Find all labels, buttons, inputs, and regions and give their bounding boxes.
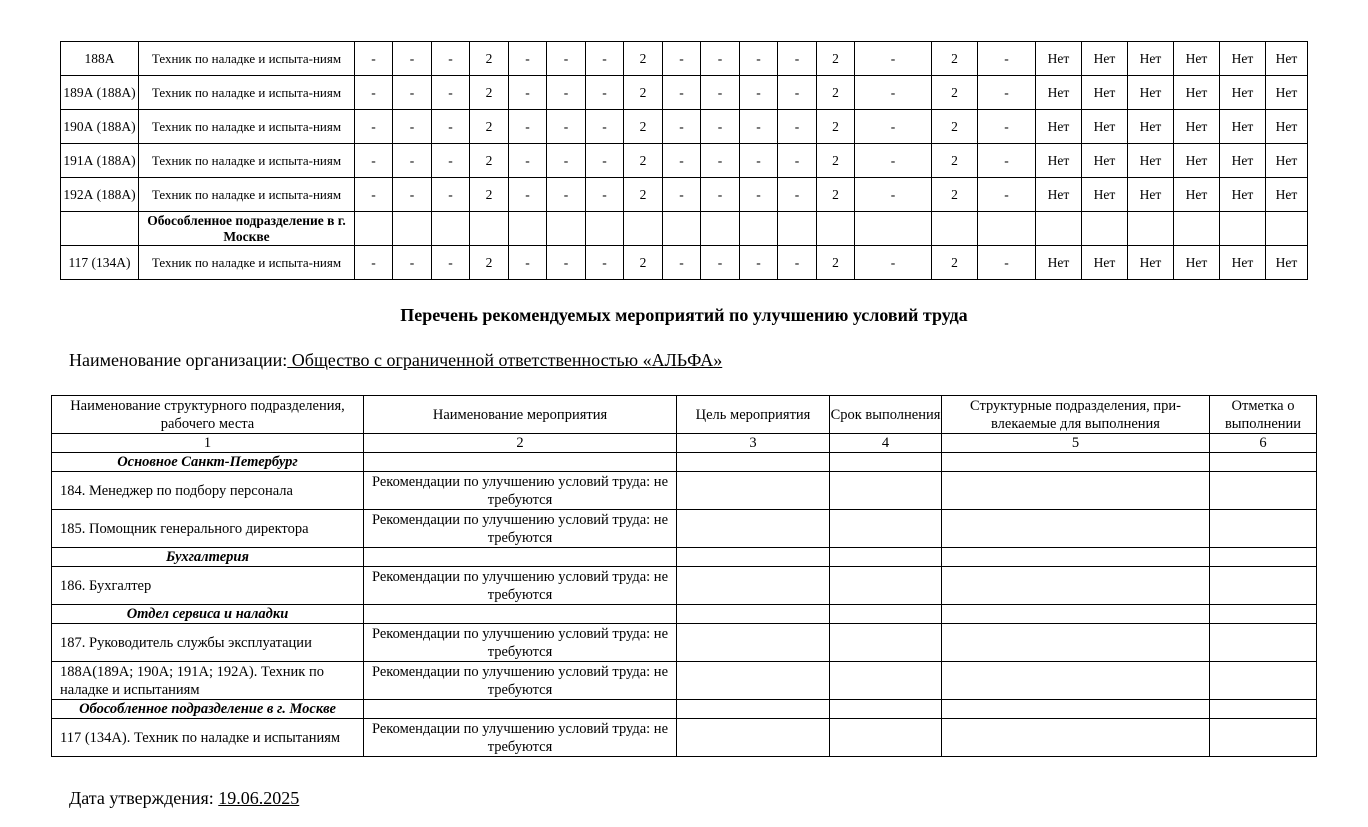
goal-cell: [677, 719, 830, 757]
value-cell: 2: [932, 42, 978, 76]
value-cell: [1128, 212, 1174, 246]
value-cell: -: [978, 110, 1036, 144]
workplace-code: 189А (188А): [61, 76, 139, 110]
value-cell: -: [547, 246, 586, 280]
value-cell: [663, 212, 701, 246]
empty-cell: [677, 548, 830, 567]
value-cell: -: [778, 246, 817, 280]
workplace-row: [61, 76, 1308, 110]
value-cell: -: [586, 144, 624, 178]
empty-cell: [942, 700, 1210, 719]
value-cell: [1220, 212, 1266, 246]
measure-row: [52, 472, 1317, 510]
value-cell: -: [432, 110, 470, 144]
value-cell: Нет: [1174, 42, 1220, 76]
value-cell: 2: [470, 144, 509, 178]
value-cell: Нет: [1266, 246, 1308, 280]
value-cell: Нет: [1266, 76, 1308, 110]
value-cell: Нет: [1082, 76, 1128, 110]
value-cell: [740, 212, 778, 246]
goal-cell: [677, 662, 830, 700]
value-cell: -: [978, 42, 1036, 76]
value-cell: -: [663, 42, 701, 76]
value-cell: Нет: [1220, 110, 1266, 144]
value-cell: -: [393, 144, 432, 178]
value-cell: Нет: [1036, 42, 1082, 76]
value-cell: Нет: [1082, 110, 1128, 144]
value-cell: -: [663, 178, 701, 212]
value-cell: [432, 212, 470, 246]
measure-row: [52, 719, 1317, 757]
column-number: 6: [1210, 434, 1317, 453]
empty-cell: [830, 605, 942, 624]
approval-date: 19.06.2025: [218, 788, 300, 808]
header-measure: Наименование мероприятия: [364, 396, 677, 434]
empty-cell: [677, 700, 830, 719]
column-numbers-row: [52, 434, 1317, 453]
column-number: 2: [364, 434, 677, 453]
assessment-results-body: [61, 42, 1308, 280]
value-cell: Нет: [1036, 76, 1082, 110]
value-cell: -: [547, 76, 586, 110]
goal-cell: [677, 472, 830, 510]
mark-cell: [1210, 472, 1317, 510]
value-cell: -: [355, 144, 393, 178]
value-cell: -: [432, 246, 470, 280]
value-cell: -: [355, 76, 393, 110]
organization-line: [69, 350, 722, 371]
empty-cell: [364, 453, 677, 472]
mark-cell: [1210, 662, 1317, 700]
units-cell: [942, 567, 1210, 605]
value-cell: Нет: [1036, 178, 1082, 212]
workplace-name: Техник по наладке и испыта-ниям: [139, 178, 355, 212]
value-cell: -: [586, 110, 624, 144]
value-cell: Нет: [1036, 144, 1082, 178]
value-cell: -: [740, 76, 778, 110]
value-cell: -: [978, 144, 1036, 178]
term-cell: [830, 472, 942, 510]
value-cell: -: [586, 42, 624, 76]
value-cell: Нет: [1266, 144, 1308, 178]
value-cell: -: [509, 42, 547, 76]
value-cell: Нет: [1266, 42, 1308, 76]
value-cell: -: [855, 144, 932, 178]
value-cell: -: [355, 246, 393, 280]
units-cell: [942, 624, 1210, 662]
units-cell: [942, 662, 1210, 700]
measures-list-title: Перечень рекомендуемых мероприятий по улучшению условий труда: [400, 305, 968, 325]
value-cell: 2: [624, 178, 663, 212]
empty-cell: [677, 605, 830, 624]
workplace-code: 190А (188А): [61, 110, 139, 144]
value-cell: 2: [624, 76, 663, 110]
workplace-name: Техник по наладке и испыта-ниям: [139, 144, 355, 178]
mark-cell: [1210, 624, 1317, 662]
header-term: Срок выполнения: [830, 396, 942, 434]
term-cell: [830, 662, 942, 700]
value-cell: Нет: [1220, 76, 1266, 110]
value-cell: 2: [817, 42, 855, 76]
value-cell: -: [355, 178, 393, 212]
mark-cell: [1210, 719, 1317, 757]
value-cell: Нет: [1220, 144, 1266, 178]
value-cell: Нет: [1174, 246, 1220, 280]
header-units: Структурные подразделения, при-влекаемые для выполнения: [942, 396, 1210, 434]
workplace-name: Техник по наладке и испыта-ниям: [139, 42, 355, 76]
value-cell: -: [855, 246, 932, 280]
value-cell: 2: [624, 246, 663, 280]
empty-cell: [1210, 453, 1317, 472]
empty-cell: [1210, 548, 1317, 567]
empty-cell: [364, 605, 677, 624]
workplace-name: Техник по наладке и испыта-ниям: [139, 76, 355, 110]
value-cell: Нет: [1266, 178, 1308, 212]
value-cell: -: [663, 144, 701, 178]
empty-cell: [364, 548, 677, 567]
value-cell: -: [393, 246, 432, 280]
measure-cell: Рекомендации по улучшению условий труда: не требуются: [364, 662, 677, 700]
empty-cell: [830, 453, 942, 472]
value-cell: -: [740, 110, 778, 144]
workplace-name: Техник по наладке и испыта-ниям: [139, 110, 355, 144]
value-cell: Нет: [1036, 110, 1082, 144]
value-cell: 2: [932, 246, 978, 280]
value-cell: -: [701, 42, 740, 76]
goal-cell: [677, 567, 830, 605]
value-cell: [1082, 212, 1128, 246]
value-cell: 2: [817, 178, 855, 212]
department-title: Основное Санкт-Петербург: [52, 453, 364, 472]
units-cell: [942, 510, 1210, 548]
value-cell: 2: [470, 76, 509, 110]
header-mark: Отметка о выполнении: [1210, 396, 1317, 434]
measures-table: [51, 395, 1317, 757]
value-cell: 2: [470, 110, 509, 144]
value-cell: Нет: [1174, 110, 1220, 144]
value-cell: Нет: [1220, 42, 1266, 76]
value-cell: -: [393, 110, 432, 144]
value-cell: -: [740, 246, 778, 280]
measures-table-body: [52, 396, 1317, 757]
value-cell: Нет: [1082, 144, 1128, 178]
value-cell: Нет: [1082, 246, 1128, 280]
term-cell: [830, 719, 942, 757]
measure-cell: Рекомендации по улучшению условий труда: не требуются: [364, 624, 677, 662]
value-cell: [547, 212, 586, 246]
value-cell: -: [701, 110, 740, 144]
value-cell: [586, 212, 624, 246]
workplace-cell: 184. Менеджер по подбору персонала: [52, 472, 364, 510]
workplace-cell: 187. Руководитель службы эксплуатации: [52, 624, 364, 662]
workplace-cell: 185. Помощник генерального директора: [52, 510, 364, 548]
department-title: Бухгалтерия: [52, 548, 364, 567]
measure-row: [52, 624, 1317, 662]
value-cell: Нет: [1220, 246, 1266, 280]
value-cell: [778, 212, 817, 246]
empty-cell: [830, 700, 942, 719]
measure-row: [52, 567, 1317, 605]
value-cell: -: [547, 178, 586, 212]
column-number: 1: [52, 434, 364, 453]
workplace-row: [61, 110, 1308, 144]
value-cell: [1174, 212, 1220, 246]
value-cell: -: [547, 144, 586, 178]
workplace-name: Техник по наладке и испыта-ниям: [139, 246, 355, 280]
value-cell: -: [978, 246, 1036, 280]
value-cell: -: [432, 144, 470, 178]
department-row: [52, 548, 1317, 567]
value-cell: 2: [470, 246, 509, 280]
department-title: Обособленное подразделение в г. Москве: [52, 700, 364, 719]
term-cell: [830, 567, 942, 605]
empty-cell: [364, 700, 677, 719]
value-cell: -: [778, 144, 817, 178]
value-cell: Нет: [1082, 178, 1128, 212]
value-cell: -: [701, 246, 740, 280]
assessment-results-table: [60, 41, 1308, 280]
approval-label: Дата утверждения:: [69, 788, 214, 808]
empty-cell: [942, 605, 1210, 624]
value-cell: Нет: [1174, 144, 1220, 178]
value-cell: Нет: [1266, 110, 1308, 144]
value-cell: [932, 212, 978, 246]
workplace-code: 188А: [61, 42, 139, 76]
value-cell: -: [701, 76, 740, 110]
value-cell: 2: [932, 144, 978, 178]
value-cell: Нет: [1082, 42, 1128, 76]
header-goal: Цель мероприятия: [677, 396, 830, 434]
value-cell: -: [393, 42, 432, 76]
value-cell: -: [778, 76, 817, 110]
value-cell: 2: [932, 178, 978, 212]
value-cell: 2: [932, 76, 978, 110]
value-cell: 2: [624, 110, 663, 144]
header-workplace: Наименование структурного подразделения, рабочего места: [52, 396, 364, 434]
value-cell: -: [978, 178, 1036, 212]
empty-cell: [1210, 700, 1317, 719]
department-row: [52, 453, 1317, 472]
workplace-code: 192А (188А): [61, 178, 139, 212]
term-cell: [830, 624, 942, 662]
value-cell: Нет: [1174, 178, 1220, 212]
value-cell: [1266, 212, 1308, 246]
value-cell: Нет: [1036, 246, 1082, 280]
value-cell: -: [509, 144, 547, 178]
value-cell: -: [663, 76, 701, 110]
value-cell: 2: [624, 144, 663, 178]
workplace-code: 191А (188А): [61, 144, 139, 178]
value-cell: [817, 212, 855, 246]
value-cell: -: [393, 178, 432, 212]
mark-cell: [1210, 510, 1317, 548]
value-cell: 2: [932, 110, 978, 144]
value-cell: -: [509, 178, 547, 212]
value-cell: -: [855, 178, 932, 212]
goal-cell: [677, 510, 830, 548]
value-cell: [624, 212, 663, 246]
value-cell: -: [978, 76, 1036, 110]
term-cell: [830, 510, 942, 548]
workplace-row: [61, 178, 1308, 212]
value-cell: -: [432, 178, 470, 212]
value-cell: -: [778, 178, 817, 212]
value-cell: -: [393, 76, 432, 110]
department-row: [52, 700, 1317, 719]
column-number: 3: [677, 434, 830, 453]
workplace-cell: 117 (134А). Техник по наладке и испытаниям: [52, 719, 364, 757]
measure-cell: Рекомендации по улучшению условий труда: не требуются: [364, 719, 677, 757]
value-cell: [355, 212, 393, 246]
units-cell: [942, 472, 1210, 510]
value-cell: -: [355, 110, 393, 144]
value-cell: -: [432, 42, 470, 76]
department-title: Отдел сервиса и наладки: [52, 605, 364, 624]
value-cell: -: [586, 246, 624, 280]
empty-cell: [1210, 605, 1317, 624]
value-cell: -: [740, 42, 778, 76]
value-cell: -: [586, 76, 624, 110]
value-cell: -: [778, 110, 817, 144]
workplace-cell: 186. Бухгалтер: [52, 567, 364, 605]
department-row: [52, 605, 1317, 624]
value-cell: Нет: [1128, 246, 1174, 280]
measure-cell: Рекомендации по улучшению условий труда: не требуются: [364, 510, 677, 548]
measure-cell: Рекомендации по улучшению условий труда: не требуются: [364, 472, 677, 510]
units-cell: [942, 719, 1210, 757]
value-cell: 2: [817, 144, 855, 178]
workplace-row: [61, 42, 1308, 76]
empty-cell: [830, 548, 942, 567]
measure-row: [52, 510, 1317, 548]
value-cell: -: [586, 178, 624, 212]
value-cell: -: [855, 76, 932, 110]
value-cell: [855, 212, 932, 246]
value-cell: 2: [470, 178, 509, 212]
empty-cell: [677, 453, 830, 472]
workplace-code: 117 (134А): [61, 246, 139, 280]
measure-cell: Рекомендации по улучшению условий труда: не требуются: [364, 567, 677, 605]
value-cell: -: [740, 144, 778, 178]
value-cell: -: [509, 76, 547, 110]
value-cell: -: [509, 110, 547, 144]
workplace-cell: 188А(189А; 190А; 191А; 192А). Техник по наладке и испытаниям: [52, 662, 364, 700]
value-cell: -: [855, 42, 932, 76]
value-cell: [1036, 212, 1082, 246]
workplace-row: [61, 246, 1308, 280]
organization-label: Наименование организации:: [69, 350, 288, 370]
goal-cell: [677, 624, 830, 662]
value-cell: -: [432, 76, 470, 110]
value-cell: -: [701, 144, 740, 178]
value-cell: [978, 212, 1036, 246]
empty-cell: [942, 548, 1210, 567]
value-cell: -: [355, 42, 393, 76]
value-cell: -: [701, 178, 740, 212]
value-cell: 2: [817, 246, 855, 280]
column-number: 5: [942, 434, 1210, 453]
value-cell: Нет: [1128, 144, 1174, 178]
value-cell: [470, 212, 509, 246]
workplace-code: [61, 212, 139, 246]
value-cell: -: [509, 246, 547, 280]
value-cell: Нет: [1128, 76, 1174, 110]
organization-name: Общество с ограниченной ответственностью «АЛЬФА»: [287, 350, 723, 370]
value-cell: 2: [624, 42, 663, 76]
workplace-name: Обособленное подразделение в г. Москве: [139, 212, 355, 246]
value-cell: Нет: [1220, 178, 1266, 212]
column-number: 4: [830, 434, 942, 453]
value-cell: [393, 212, 432, 246]
value-cell: -: [740, 178, 778, 212]
value-cell: -: [547, 42, 586, 76]
approval-line: [69, 788, 299, 809]
value-cell: -: [778, 42, 817, 76]
value-cell: -: [663, 110, 701, 144]
mark-cell: [1210, 567, 1317, 605]
value-cell: [509, 212, 547, 246]
value-cell: Нет: [1174, 76, 1220, 110]
value-cell: 2: [817, 76, 855, 110]
value-cell: 2: [470, 42, 509, 76]
value-cell: Нет: [1128, 42, 1174, 76]
measure-row: [52, 662, 1317, 700]
value-cell: Нет: [1128, 110, 1174, 144]
value-cell: [701, 212, 740, 246]
value-cell: 2: [817, 110, 855, 144]
workplace-row: [61, 144, 1308, 178]
section-row: [61, 212, 1308, 246]
value-cell: Нет: [1128, 178, 1174, 212]
value-cell: -: [855, 110, 932, 144]
empty-cell: [942, 453, 1210, 472]
value-cell: -: [547, 110, 586, 144]
measures-header-row: [52, 396, 1317, 434]
value-cell: -: [663, 246, 701, 280]
